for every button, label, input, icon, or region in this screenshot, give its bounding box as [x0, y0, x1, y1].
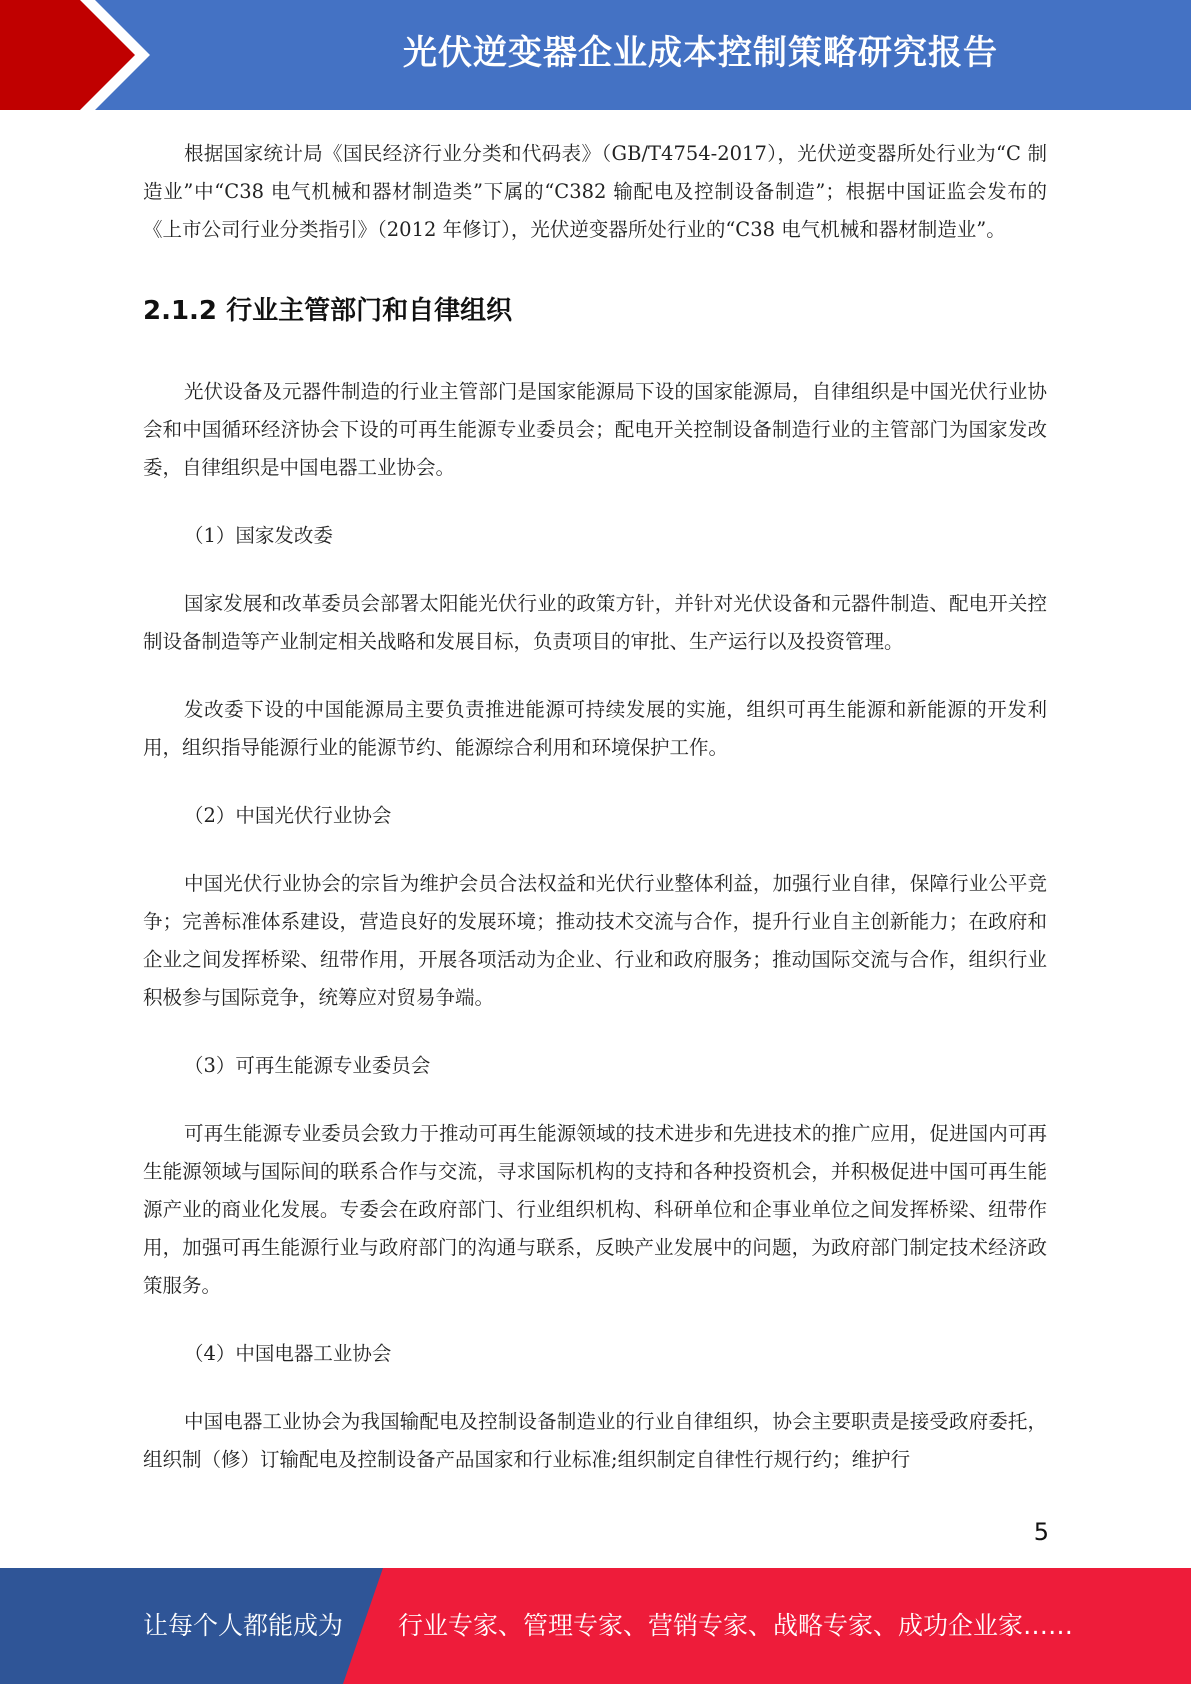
footer-slogan-left: 让每个人都能成为	[143, 1611, 344, 1640]
item-3-paragraph-1: 可再生能源专业委员会致力于推动可再生能源领域的技术进步和先进技术的推广应用，促进国内可再生能源领域与国际间的联系合作与交流，寻求国际机构的支持和各种投资机会，并积极促进中国可再生能源产业的商业化发展。专委会在政府部门、行业组织机构、科研单位和企事业单位之间发挥桥梁、纽带作用，加强可再生能源行业与政府部门的沟通与联系，反映产业发展中的问题，为政府部门制定技术经济政策服务。	[143, 1122, 1047, 1297]
item-3-subheading: （3）可再生能源专业委员会	[184, 1054, 431, 1077]
document-body	[143, 135, 1047, 1509]
report-title: 光伏逆变器企业成本控制策略研究报告	[403, 33, 998, 73]
section-heading: 2.1.2 行业主管部门和自律组织	[143, 296, 513, 326]
page-header	[0, 0, 1191, 110]
item-1-subheading: （1）国家发改委	[184, 524, 333, 547]
item-4-paragraph-1: 中国电器工业协会为我国输配电及控制设备制造业的行业自律组织，协会主要职责是接受政府委托，组织制（修）订输配电及控制设备产品国家和行业标准;组织制定自律性行规行约；维护行	[143, 1410, 1047, 1471]
item-1-paragraph-2: 发改委下设的中国能源局主要负责推进能源可持续发展的实施，组织可再生能源和新能源的开发利用，组织指导能源行业的能源节约、能源综合利用和环境保护工作。	[143, 698, 1047, 759]
item-1-paragraph-1: 国家发展和改革委员会部署太阳能光伏行业的政策方针，并针对光伏设备和元器件制造、配电开关控制设备制造等产业制定相关战略和发展目标，负责项目的审批、生产运行以及投资管理。	[143, 592, 1047, 653]
page-number: 5	[1033, 1518, 1049, 1546]
header-arrow-icon	[0, 0, 230, 110]
item-2-paragraph-1: 中国光伏行业协会的宗旨为维护会员合法权益和光伏行业整体利益，加强行业自律，保障行业公平竞争；完善标准体系建设，营造良好的发展环境；推动技术交流与合作，提升行业自主创新能力；在政府和企业之间发挥桥梁、纽带作用，开展各项活动为企业、行业和政府服务；推动国际交流与合作，组织行业积极参与国际竞争，统筹应对贸易争端。	[143, 872, 1047, 1009]
page-footer	[0, 1568, 1191, 1684]
footer-slogan-right: 行业专家、管理专家、营销专家、战略专家、成功企业家……	[398, 1611, 1074, 1640]
intro-paragraph: 根据国家统计局《国民经济行业分类和代码表》（GB/T4754-2017），光伏逆变器所处行业为“C 制造业”中“C38 电气机械和器材制造类”下属的“C382 输配电及控制设备制造”；根据中国证监会发布的《上市公司行业分类指引》（2012 年修订），光伏逆变器所处行业的“C38 电气机械和器材制造业”。	[143, 142, 1047, 241]
section-paragraph: 光伏设备及元器件制造的行业主管部门是国家能源局下设的国家能源局，自律组织是中国光伏行业协会和中国循环经济协会下设的可再生能源专业委员会；配电开关控制设备制造行业的主管部门为国家发改委，自律组织是中国电器工业协会。	[143, 380, 1047, 479]
item-4-subheading: （4）中国电器工业协会	[184, 1342, 392, 1365]
item-2-subheading: （2）中国光伏行业协会	[184, 804, 392, 827]
